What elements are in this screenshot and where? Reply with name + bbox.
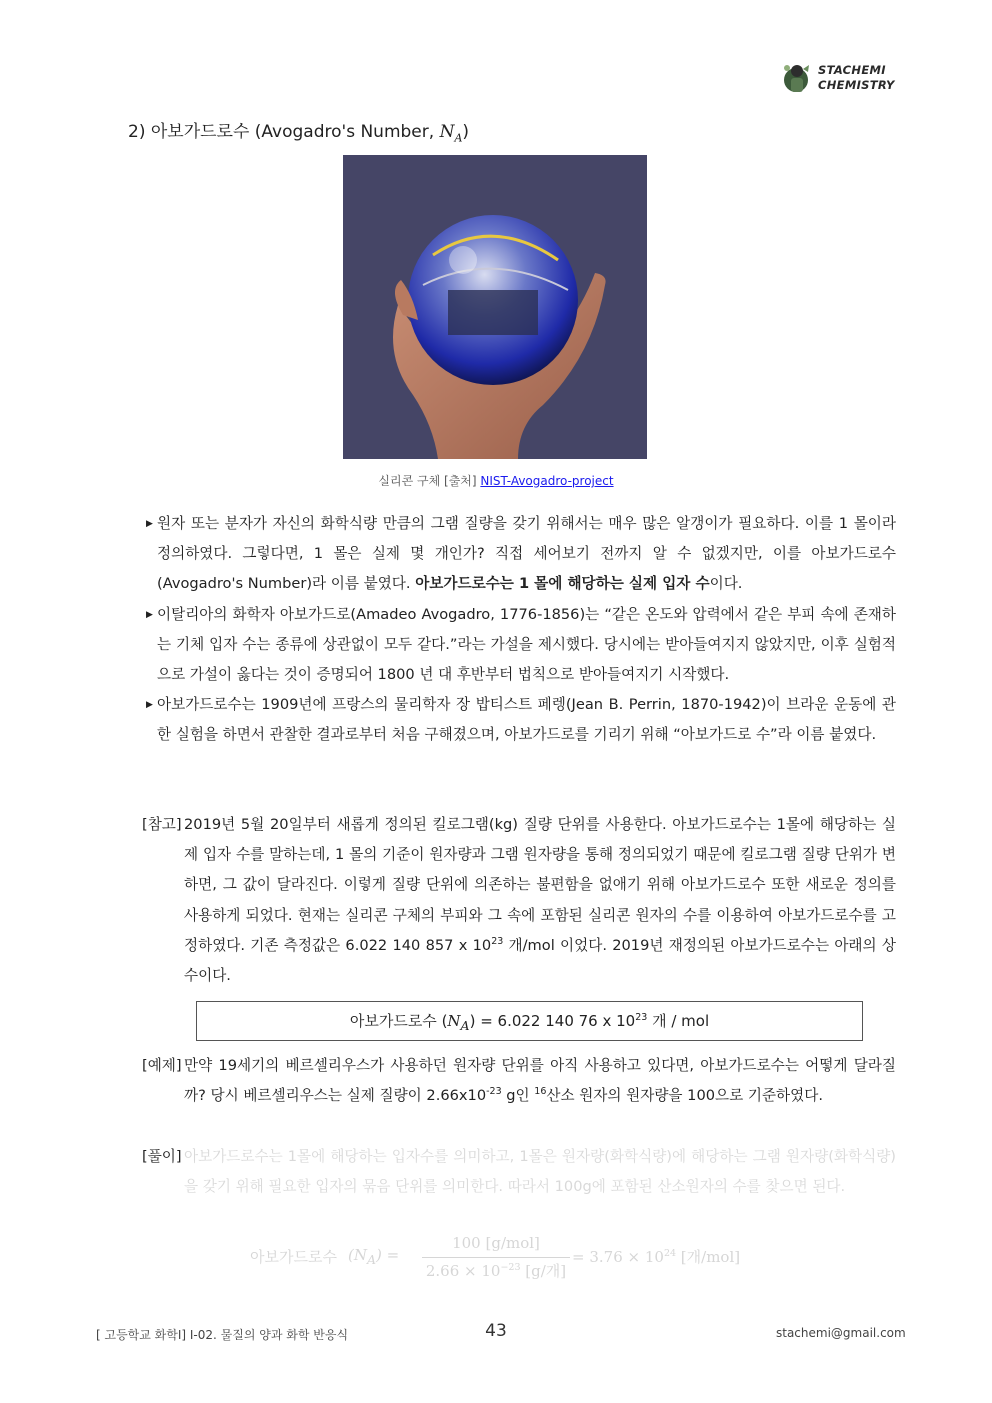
example-problem: [예제] 만약 19세기의 베르셀리우스가 사용하던 원자량 단위를 아직 사용하고 있다면, 아보가드로수는 어떻게 달라질까? 당시 베르셀리우스는 실제 질량이 $2.66x10^{-23}$ g인 $^{16}$산소 원자의 원자량을 100으로 기준하였다.: [146, 1051, 896, 1111]
avogadro-symbol: $N_A$: [439, 122, 463, 145]
figure-caption: [0, 472, 992, 489]
solution-formula: 아보가드로수 $(N_A)$ = 100 [g/mol] $2.66 \times 10^{-23}$ [g/개] = $3.76 \times 10^{24}$ [개/mol]: [250, 1234, 741, 1280]
example-tag: [예제]: [142, 1057, 182, 1074]
footer-email[interactable]: stachemi@gmail.com: [776, 1326, 906, 1340]
solution: [142, 1142, 896, 1202]
stachemi-logo: [782, 60, 902, 96]
bullet-item: ▶ 원자 또는 분자가 자신의 화학식량 만큼의 그램 질량을 갖기 위해서는 매우 많은 알갱이가 필요하다. 이를 1 몰이라 정의하였다. 그렇다면, 1 몰은 실제 몇 개인가? 직접 세어보기 전까지 알 수 없겠지만, 이를 아보가드로수(Avogadro's Number)라 이름 붙였다. 아보가드로수는 1 몰에 해당하는 실제 입자 수이다.: [146, 509, 896, 600]
solution-tag: [풀이]: [142, 1148, 182, 1165]
bullet-item: ▶ 아보가드로수는 1909년에 프랑스의 물리학자 장 밥티스트 페렝(Jean B. Perrin, 1870-1942)이 브라운 운동에 관한 실험을 하면서 관찰한 결과로부터 처음 구해졌으며, 아보가드로를 기리기 위해 “아보가드로 수”라 이름 붙였다.: [146, 690, 896, 750]
bullet-list: [146, 509, 896, 751]
section-title-text: 2) 아보가드로수 (Avogadro's Number,: [128, 122, 435, 142]
bullet-triangle-icon: ▶: [146, 609, 153, 620]
caption-source-link[interactable]: NIST-Avogadro-project: [480, 474, 614, 488]
solution-text: 아보가드로수는 1몰에 해당하는 입자수를 의미하고, 1몰은 원자량(화학식량)에 해당하는 그램 원자량(화학식량)을 갖기 위해 필요한 입자의 묶음 단위를 의미한다. 따라서 100g에 포함된 산소원자의 수를 찾으면 된다.: [184, 1148, 896, 1196]
page-number: 43: [485, 1321, 507, 1341]
section-title: 2) 아보가드로수 (Avogadro's Number, $N_A$): [128, 122, 470, 145]
avogadro-constant-box: 아보가드로수 $(N_A) = 6.022$ 140 76 x $10^{23}$ 개 / mol: [196, 1001, 863, 1041]
bullet-triangle-icon: ▶: [146, 700, 153, 711]
logo-line1: STACHEMI: [818, 63, 886, 77]
chemist-logo-icon: [782, 60, 812, 94]
bullet-triangle-icon: ▶: [146, 519, 153, 529]
caption-text: 실리콘 구체 [출처]: [378, 474, 477, 488]
bullet-item: ▶ 이탈리아의 화학자 아보가드로(Amadeo Avogadro, 1776-1856)는 “같은 온도와 압력에서 같은 부피 속에 존재하는 기체 입자 수는 종류에 상관없이 모두 같다.”라는 가설을 제시했다. 당시에는 받아들여지지 않았지만, 이후 실험적으로 가설이 옳다는 것이 증명되어 1800 년 대 후반부터 법칙으로 받아들여지기 시작했다.: [146, 600, 896, 691]
reference-note: [참고] 2019년 5월 20일부터 새롭게 정의된 킬로그램(kg) 질량 단위를 사용한다. 아보가드로수는 1몰에 해당하는 실제 입자 수를 말하는데, 1 몰의 기준이 원자량과 그램 원자량을 통해 정의되었기 때문에 킬로그램 질량 단위가 변하면, 그 값이 달라진다. 이렇게 질량 단위에 의존하는 불편함을 없애기 위해 아보가드로수 또한 새로운 정의를 사용하게 되었다. 현재는 실리콘 구체의 부피와 그 속에 포함된 실리콘 원자의 수를 이용하여 아보가드로수를 고정하였다. 기존 측정값은 6.022 140 857 x $10^{23}$ 개/mol 이었다. 2019년 재정의된 아보가드로수는 아래의 상수이다.: [146, 810, 896, 991]
footer-course: [ 고등학교 화학Ⅰ] Ⅰ-02. 물질의 양과 화학 반응식: [96, 1328, 349, 1342]
silicon-sphere-photo: [343, 155, 647, 459]
note-tag: [참고]: [142, 816, 182, 833]
bold-definition: 아보가드로수는 1 몰에 해당하는 실제 입자 수: [415, 575, 710, 593]
logo-line2: CHEMISTRY: [818, 78, 895, 92]
